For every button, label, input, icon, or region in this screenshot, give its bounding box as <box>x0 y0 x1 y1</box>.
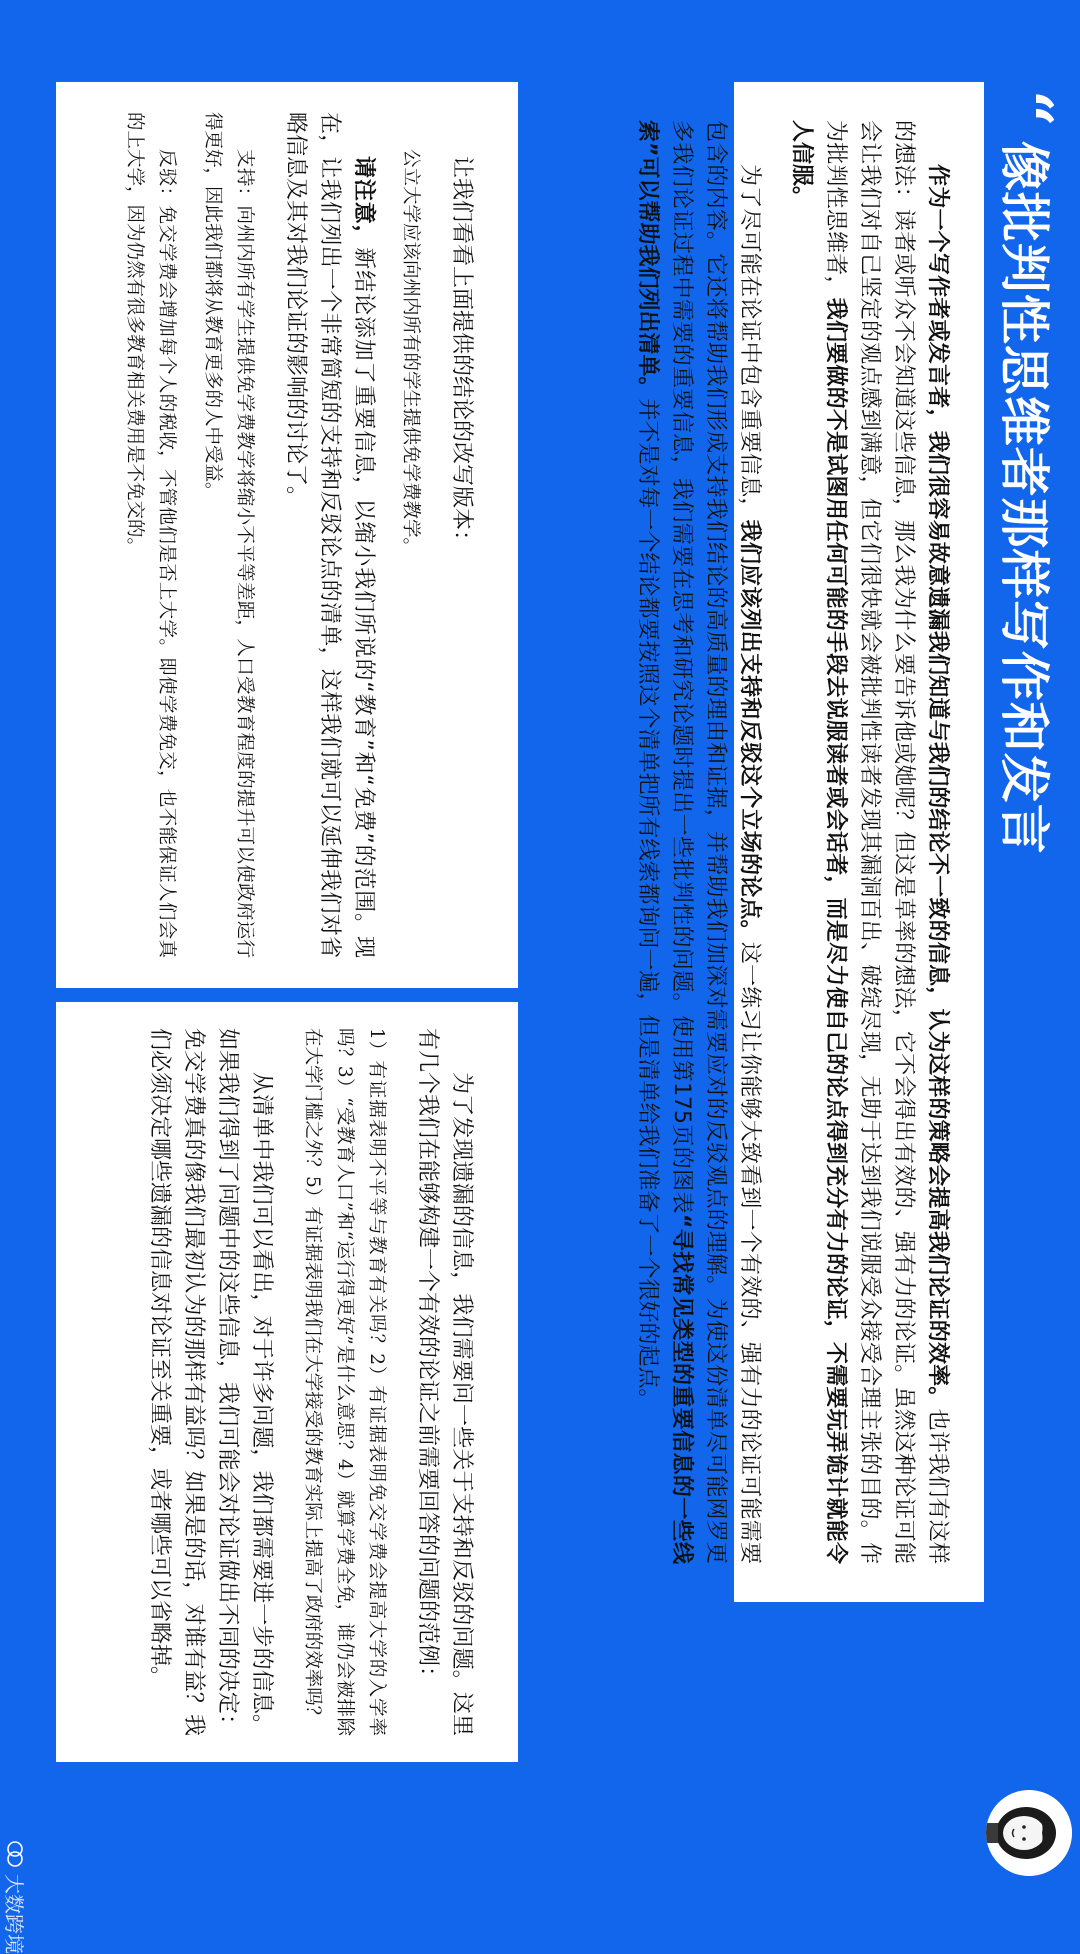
note-prefix: 请注意， <box>351 156 376 248</box>
missing-conclusion: 从清单中我们可以看出，对于许多问题，我们都需要进一步的信息。如果我们得到了问题中的这些信息，我们可能会对论证做出不同的决定：免交学费真的像我们最初认为的那样有益吗？如果是的话，对谁有益？我们必须决定哪些遗漏的信息对论证至关重要，或者哪些可以省略掉。 <box>147 1028 274 1736</box>
conclusion-intro: 让我们看看上面提供的结论的改写版本： <box>449 156 474 553</box>
avatar-illustration-icon <box>986 1790 1072 1876</box>
intro-p2-text-2: 这一练习让你能够大致看到一个有效的、强有力的论证可能需要包含的内容。它还将帮助我们形成支持我们结论的高质量的理由和证据，并帮助我们加深对需要应对的反驳观点的理解。为使这份清单尽可能网罗更多我们论证过程中需要的重要信息，我们需要在思考和研究论题时提出一些批判性的问题。使用第175页的图表 <box>669 120 762 1564</box>
intro-p2-bold-2: “寻找常见类型的重要信息的一些线索”可以帮助我们列出清单。 <box>635 120 694 1565</box>
intro-p1-bold-1: 作为一个写作者或发言者，我们很容易故意遗漏我们知道与我们的结论不一致的信息，认为这样的策略会提高我们论证的效率。 <box>925 164 950 1409</box>
intro-p1-bold-2: 我们要做的不是试图用任何可能的手段去说服读者或会话者，而是尽力使自己的论点得到充分有力的论证，不需要玩弄诡计就能令人信服。 <box>789 120 848 1564</box>
support-argument: 支持：向州内所有学生提供免学费教学将缩小不平等差距，人口受教育程度的提升可以使政府运行得更好，因此我们都将从教育更多的人中受益。 <box>202 112 255 958</box>
intro-p2-bold-1: 我们应该列出支持和反驳这个立场的论点。 <box>737 519 762 942</box>
title-bar <box>988 90 1068 1190</box>
conclusion-note <box>278 112 380 958</box>
intro-panel <box>635 82 984 1602</box>
intro-paragraph-2 <box>630 120 766 1564</box>
rebut-argument: 反驳：免交学费会增加每个人的税收，不管他们是否上大学。即使学费免交，也不能保证人们会真的上大学，因为仍然有很多教育相关费用是不免交的。 <box>124 112 177 958</box>
quote-mark-icon: “ <box>991 90 1066 127</box>
intro-p1-text: 也许我们有这样的想法：读者或听众不会知道这些信息，那么我为什么要告诉他或她呢？但这是草率的想法，它不会得出有效的、强有力的论证。虽然这种论证可能会让我们对自己坚定的观点感到满意，但它们很快就会被批判性读者发现其漏洞百出、破绽尽现，无助于达到我们说服受众接受合理主张的目的。作为批判性思维者， <box>823 120 950 1564</box>
missing-intro: 为了发现遗漏的信息，我们需要问一些关于支持和反驳的问题。这里有几个我们在能够构建一个有效的论证之前需要回答的问题的范例： <box>415 1028 474 1736</box>
avatar <box>986 1790 1072 1876</box>
question-list: 1）有证据表明不平等与教育有关吗？2）有证据表明免交学费会提高大学的入学率吗？3）“受教育人口”和“运行得更好”是什么意思？4）就算学费全免，谁仍会被排除在大学门槛之外？5）有证据表明我们在大学接受的教育实际上提高了政府的效率吗？ <box>302 1028 387 1736</box>
watermark <box>1 1840 30 1954</box>
watermark-text: 大数跨境 <box>2 1874 26 1954</box>
revised-conclusion: 公立大学应该向州内所有的学生提供免学费教学。 <box>400 149 421 557</box>
conclusion-panel <box>56 82 518 988</box>
intro-p2-text-1: 为了尽可能在论证中包含重要信息， <box>737 164 762 520</box>
watermark-logo-icon <box>7 1840 25 1868</box>
intro-p2-text-3: 并不是对每一个结论都要按照这个清单把所有线索都询问一遍，但是清单给我们准备了一个很好的起点。 <box>635 398 660 1411</box>
intro-paragraph-1 <box>784 120 954 1564</box>
missing-info-panel <box>56 1002 518 1762</box>
note-text: 新结论添加了重要信息，以缩小我们所说的“教育”和“免费”的范围。现在，让我们列出一个非常简短的支持和反驳论点的清单，这样我们就可以延伸我们对省略信息及其对我们论证的影响的讨论了。 <box>283 112 376 958</box>
page-title: 像批判性思维者那样写作和发言 <box>995 140 1053 855</box>
